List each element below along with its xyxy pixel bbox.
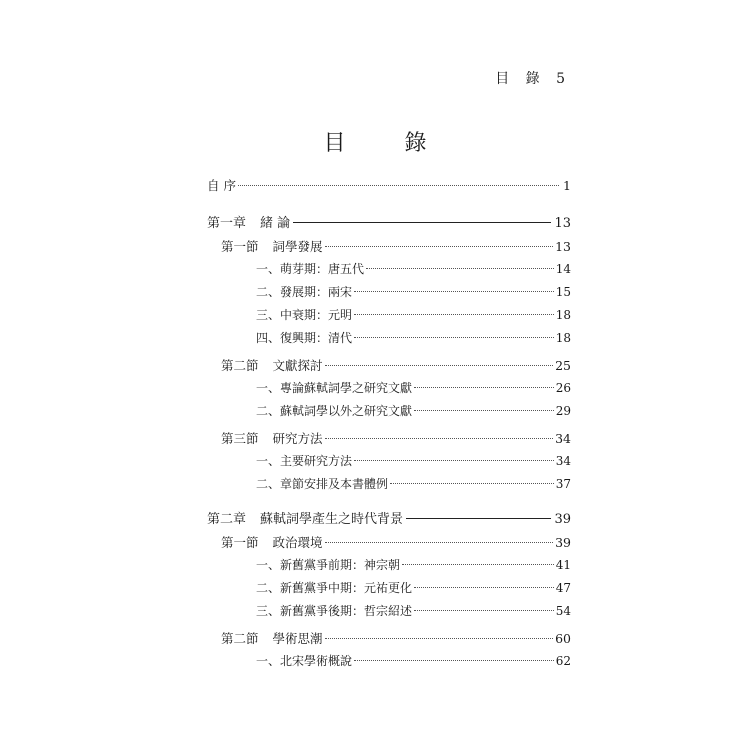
dot-leader <box>354 660 554 661</box>
toc-label: 二、發展期：兩宋 <box>256 285 353 299</box>
toc-page-number: 54 <box>555 604 571 618</box>
toc-subsection[interactable] <box>207 377 571 400</box>
dot-leader <box>414 587 554 588</box>
section-title: 學術思潮 <box>272 631 323 646</box>
toc-label: 四、復興期：清代 <box>256 331 353 345</box>
chapter-number: 第二章 <box>207 512 247 527</box>
toc-subsection[interactable] <box>207 450 571 473</box>
dot-leader <box>354 460 554 461</box>
toc-subsection[interactable] <box>207 281 571 304</box>
toc-label: 二、章節安排及本書體例 <box>256 477 389 491</box>
dot-leader <box>414 610 554 611</box>
toc-section-1-1[interactable] <box>207 235 571 258</box>
dot-leader <box>325 542 554 543</box>
toc-chapter-2[interactable] <box>207 508 571 531</box>
toc-label <box>221 627 323 650</box>
chapter-title: 緒 論 <box>260 216 291 231</box>
dot-leader <box>354 291 554 292</box>
toc-section-1-3[interactable] <box>207 427 571 450</box>
toc-page-number: 18 <box>555 331 571 345</box>
table-of-contents <box>207 176 571 673</box>
dot-leader <box>325 246 554 247</box>
toc-chapter-1[interactable] <box>207 212 571 235</box>
toc-entry-preface[interactable] <box>207 176 571 196</box>
dot-leader <box>238 185 559 186</box>
toc-page-number: 13 <box>554 216 571 231</box>
toc-section-1-2[interactable] <box>207 354 571 377</box>
toc-page-number: 37 <box>555 477 571 491</box>
toc-page-number: 14 <box>555 262 571 276</box>
toc-page-number: 34 <box>555 454 571 468</box>
dot-leader <box>325 438 554 439</box>
toc-label <box>221 354 323 377</box>
toc-subsection[interactable] <box>207 600 571 623</box>
toc-subsection[interactable] <box>207 304 571 327</box>
dot-leader <box>354 314 554 315</box>
section-title: 研究方法 <box>272 431 323 446</box>
dot-leader <box>414 410 554 411</box>
toc-label: 一、新舊黨爭前期：神宗朝 <box>256 558 401 572</box>
toc-subsection[interactable] <box>207 473 571 496</box>
page-title: 目 錄 <box>323 131 453 156</box>
toc-label: 二、新舊黨爭中期：元祐更化 <box>256 581 413 595</box>
toc-label: 三、新舊黨爭後期：哲宗紹述 <box>256 604 413 618</box>
toc-page-number: 15 <box>555 285 571 299</box>
toc-page-number: 29 <box>555 404 571 418</box>
toc-label <box>221 531 323 554</box>
toc-label: 自 序 <box>207 178 236 193</box>
chapter-number: 第一章 <box>207 216 247 231</box>
dot-leader <box>414 387 554 388</box>
toc-page-number: 34 <box>555 431 571 446</box>
section-title: 政治環境 <box>272 535 323 550</box>
dot-leader <box>366 268 554 269</box>
toc-page-number: 39 <box>555 535 571 550</box>
toc-page-number: 47 <box>555 581 571 595</box>
toc-subsection[interactable] <box>207 650 571 673</box>
toc-subsection[interactable] <box>207 327 571 350</box>
solid-leader <box>406 518 551 519</box>
toc-page-number: 1 <box>563 178 571 193</box>
toc-page-number: 13 <box>555 239 571 254</box>
toc-subsection[interactable] <box>207 258 571 281</box>
dot-leader <box>402 564 554 565</box>
toc-label: 一、北宋學術概說 <box>256 654 353 668</box>
dot-leader <box>325 365 554 366</box>
toc-page-number: 62 <box>555 654 571 668</box>
toc-subsection[interactable] <box>207 400 571 423</box>
toc-label <box>221 235 323 258</box>
toc-subsection[interactable] <box>207 577 571 600</box>
section-title: 文獻探討 <box>272 358 323 373</box>
toc-label: 二、蘇軾詞學以外之研究文獻 <box>256 404 413 418</box>
toc-page-number: 25 <box>555 358 571 373</box>
dot-leader <box>390 483 554 484</box>
toc-label <box>207 508 403 531</box>
toc-label: 三、中衰期：元明 <box>256 308 353 322</box>
toc-label: 一、萌芽期：唐五代 <box>256 262 365 276</box>
chapter-title: 蘇軾詞學產生之時代背景 <box>260 512 404 527</box>
toc-page-number: 60 <box>555 631 571 646</box>
dot-leader <box>354 337 554 338</box>
toc-label <box>221 427 323 450</box>
toc-page-number: 18 <box>555 308 571 322</box>
toc-label <box>207 212 290 235</box>
section-title: 詞學發展 <box>272 239 323 254</box>
toc-label: 一、專論蘇軾詞學之研究文獻 <box>256 381 413 395</box>
toc-page-number: 39 <box>554 512 571 527</box>
toc-subsection[interactable] <box>207 554 571 577</box>
toc-label: 一、主要研究方法 <box>256 454 353 468</box>
running-header: 目 錄 5 <box>495 71 571 87</box>
toc-page-number: 41 <box>555 558 571 572</box>
toc-section-2-2[interactable] <box>207 627 571 650</box>
section-number: 第二節 <box>221 358 259 373</box>
section-number: 第二節 <box>221 631 259 646</box>
toc-page-number: 26 <box>555 381 571 395</box>
section-number: 第一節 <box>221 535 259 550</box>
dot-leader <box>325 638 554 639</box>
section-number: 第一節 <box>221 239 259 254</box>
section-number: 第三節 <box>221 431 259 446</box>
solid-leader <box>293 222 551 223</box>
toc-section-2-1[interactable] <box>207 531 571 554</box>
